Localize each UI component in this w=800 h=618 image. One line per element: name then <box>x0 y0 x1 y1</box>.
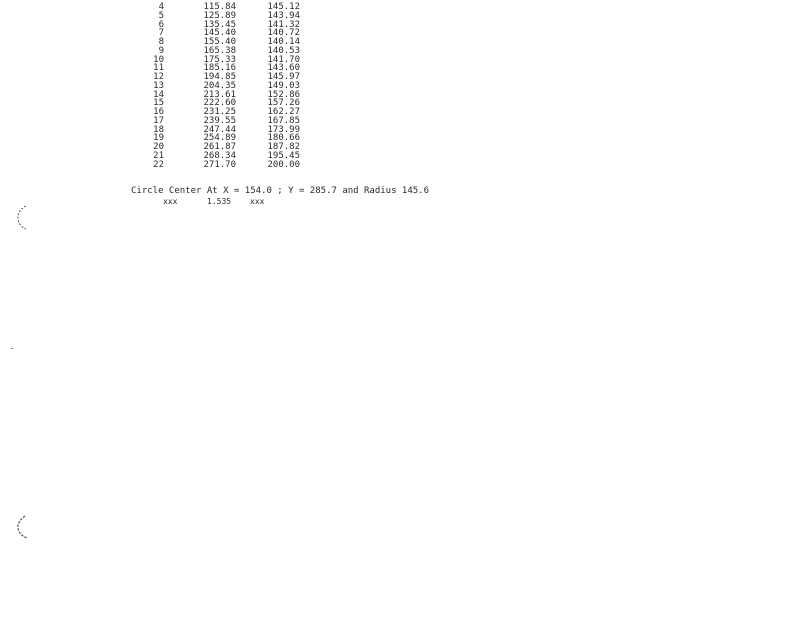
row-number: 5 <box>158 10 164 21</box>
x-value: 175.33 <box>203 54 236 65</box>
row-number: 22 <box>153 159 164 170</box>
row-number: 6 <box>158 19 164 30</box>
y-value: 152.86 <box>267 89 300 100</box>
row-number: 17 <box>153 115 164 126</box>
y-value: 140.53 <box>267 45 300 56</box>
row-number: 13 <box>153 80 164 91</box>
row-number: 4 <box>158 2 164 12</box>
x-value: 254.89 <box>203 133 236 144</box>
y-value: 141.32 <box>267 19 300 30</box>
y-value: 200.00 <box>267 159 300 170</box>
row-number: 8 <box>158 37 164 47</box>
punch-hole-mark-bottom <box>12 513 34 543</box>
row-number: 19 <box>153 133 164 144</box>
row-number: 11 <box>153 63 164 74</box>
x-value: 115.84 <box>203 2 236 12</box>
x-value: 261.87 <box>203 142 236 152</box>
x-value: 194.85 <box>203 72 236 82</box>
y-value: 187.82 <box>267 142 300 152</box>
x-value: 222.60 <box>203 98 236 109</box>
y-value: 140.14 <box>267 37 300 47</box>
y-value: 140.72 <box>267 28 300 39</box>
row-number: 18 <box>153 124 164 135</box>
row-number: 21 <box>153 150 164 161</box>
row-number: 10 <box>153 54 164 65</box>
punch-hole-mark-top <box>12 203 34 233</box>
footer-left-marker: xxx <box>163 197 178 206</box>
y-value: 149.03 <box>267 80 300 91</box>
x-value: 204.35 <box>203 80 236 91</box>
x-value: 268.34 <box>203 150 236 161</box>
x-value: 231.25 <box>203 107 236 117</box>
y-value: 145.12 <box>267 2 300 12</box>
x-value: 125.89 <box>203 10 236 21</box>
x-value: 155.40 <box>203 37 236 47</box>
y-value: 141.70 <box>267 54 300 65</box>
row-number: 14 <box>153 89 164 100</box>
x-value: 165.38 <box>203 45 236 56</box>
y-value: 143.94 <box>267 10 300 21</box>
row-number: 9 <box>158 45 164 56</box>
footer-right-marker: xxx <box>250 197 265 206</box>
row-number: 7 <box>158 28 164 39</box>
y-value: 195.45 <box>267 150 300 161</box>
row-number: 16 <box>153 107 164 117</box>
y-value: 167.85 <box>267 115 300 126</box>
x-value: 271.70 <box>203 159 236 170</box>
row-number: 12 <box>153 72 164 82</box>
y-value: 145.97 <box>267 72 300 82</box>
x-value: 185.16 <box>203 63 236 74</box>
x-value: 135.45 <box>203 19 236 30</box>
y-value: 173.99 <box>267 124 300 135</box>
x-value: 247.44 <box>203 124 236 135</box>
y-value: 162.27 <box>267 107 300 117</box>
y-value: 157.26 <box>267 98 300 109</box>
row-number: 20 <box>153 142 164 152</box>
y-value: 180.66 <box>267 133 300 144</box>
row-number: 15 <box>153 98 164 109</box>
y-value: 143.60 <box>267 63 300 74</box>
speck-mark <box>11 348 13 349</box>
footer-value: 1.535 <box>207 197 232 206</box>
circle-summary-line: Circle Center At X = 154.0 ; Y = 285.7 and Radius 145.6 <box>131 186 430 196</box>
x-value: 145.40 <box>203 28 236 39</box>
x-value: 239.55 <box>203 115 236 126</box>
x-value: 213.61 <box>203 89 236 100</box>
